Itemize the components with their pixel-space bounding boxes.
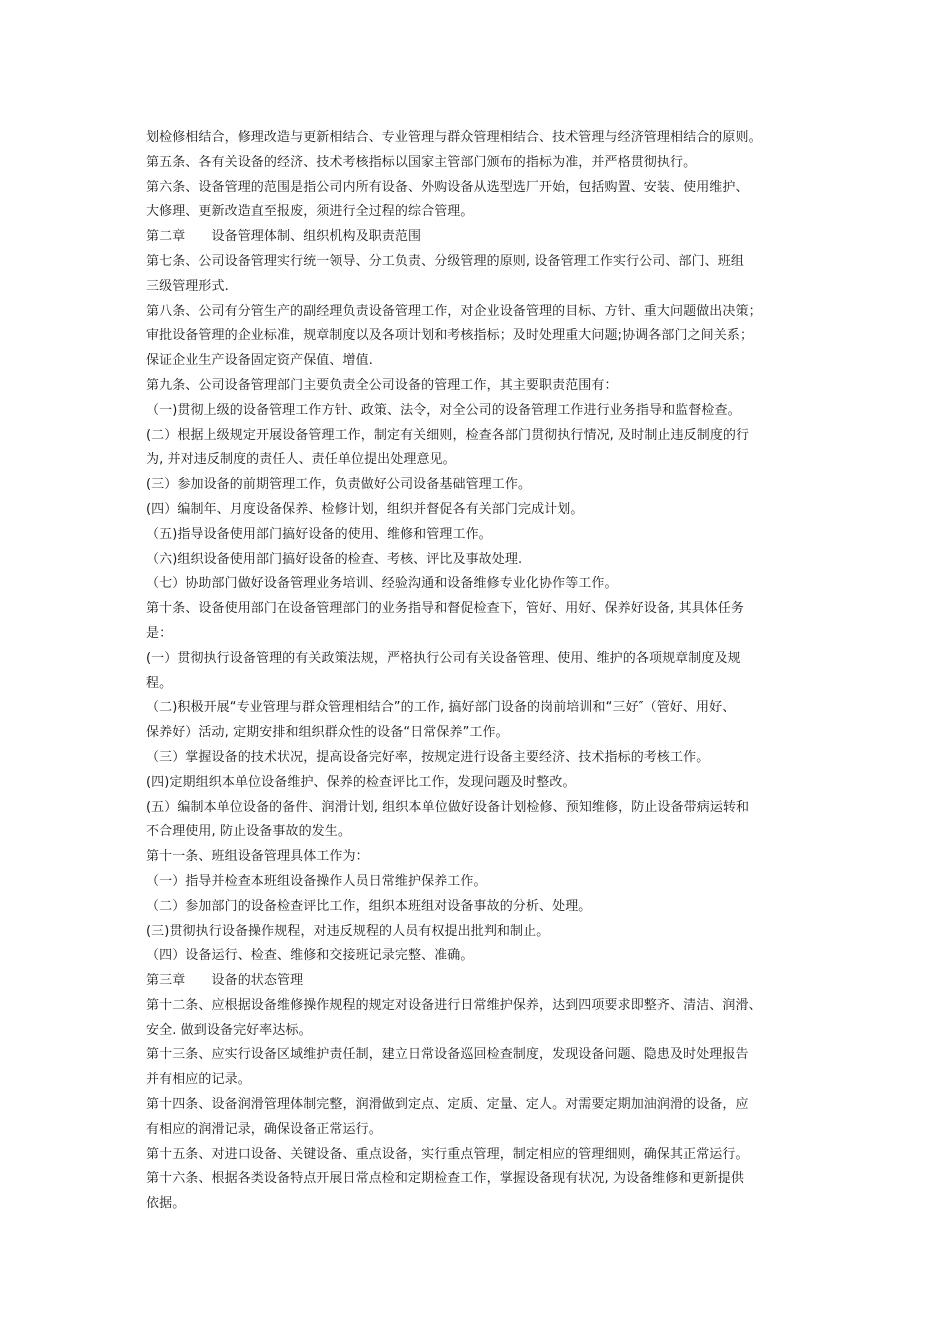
- text-line: 程。: [146, 675, 173, 691]
- text-line: 是：: [146, 625, 173, 641]
- text-line: (一）贯彻执行设备管理的有关政策法规，严格执行公司有关设备管理、使用、维护的各项规章制度及规: [146, 650, 741, 666]
- text-line: （一)贯彻上级的设备管理工作方针、政策、法令，对全公司的设备管理工作进行业务指导和监督检查。: [146, 402, 741, 418]
- text-line: 第十五条、对进口设备、关键设备、重点设备，实行重点管理，制定相应的管理细则，确保其正常运行。: [146, 1146, 749, 1162]
- text-line: (三）参加设备的前期管理工作，负责做好公司设备基础管理工作。: [146, 477, 532, 493]
- text-line: 第六条、设备管理的范围是指公司内所有设备、外购设备从选型选厂开始，包括购置、安装、使用维护、: [146, 179, 749, 195]
- text-line: 第八条、公司有分管生产的副经理负责设备管理工作，对企业设备管理的目标、方针、重大问题做出决策；: [146, 303, 762, 319]
- text-line: 第七条、公司设备管理实行统一领导、分工负责、分级管理的原则, 设备管理工作实行公司、部门、班组: [146, 253, 744, 269]
- text-line: 第十六条、根据各类设备特点开展日常点检和定期检查工作，掌握设备现有状况, 为设备维修和更新提供: [146, 1171, 744, 1187]
- text-line: 第十四条、设备润滑管理体制完整，润滑做到定点、定质、定量、定人。对需要定期加油润滑的设备，应: [146, 1097, 749, 1113]
- text-line: （四）设备运行、检查、维修和交接班记录完整、准确。: [146, 948, 474, 964]
- document-body: [146, 126, 826, 1217]
- text-line: （五)指导设备使用部门搞好设备的使用、维修和管理工作。: [146, 526, 492, 542]
- text-line: 有相应的润滑记录，确保设备正常运行。: [146, 1121, 382, 1137]
- text-line: 三级管理形式.: [146, 278, 229, 294]
- chapter-heading: 第二章 设备管理体制、组织机构及职责范围: [146, 229, 422, 245]
- text-line: 安全. 做到设备完好率达标。: [146, 1022, 312, 1038]
- text-line: 依据。: [146, 1196, 186, 1212]
- text-line: （二)积极开展“专业管理与群众管理相结合”的工作, 搞好部门设备的岗前培训和“三好″（管好、用好、: [146, 700, 736, 716]
- text-line: （一）指导并检查本班组设备操作人员日常维护保养工作。: [146, 873, 487, 889]
- text-line: （六)组织设备使用部门搞好设备的检查、考核、评比及事故处理.: [146, 551, 523, 567]
- text-line: 第十条、设备使用部门在设备管理部门的业务指导和督促检查下，管好、用好、保养好设备, 其具体任务: [146, 601, 744, 617]
- text-line: 第十二条、应根据设备维修操作规程的规定对设备进行日常维护保养，达到四项要求即整齐、清洁、润滑、: [146, 997, 762, 1013]
- text-line: 划检修相结合，修理改造与更新相结合、专业管理与群众管理相结合、技术管理与经济管理相结合的原则。: [146, 130, 762, 145]
- text-line: 审批设备管理的企业标准，规章制度以及各项计划和考核指标；及时处理重大问题;协调各部门之间关系；: [146, 328, 754, 344]
- text-line: (三)贯彻执行设备操作规程，对违反规程的人员有权提出批判和制止。: [146, 923, 550, 939]
- text-line: 保养好）活动, 定期安排和组织群众性的设备“日常保养”工作。: [146, 725, 509, 741]
- text-line: （三）掌握设备的技术状况，提高设备完好率，按规定进行设备主要经济、技术指标的考核工作。: [146, 749, 710, 765]
- text-line: 第十三条、应实行设备区域维护责任制，建立日常设备巡回检查制度，发现设备问题、隐患及时处理报告: [146, 1047, 749, 1063]
- text-line: （二）参加部门的设备检查评比工作，组织本班组对设备事故的分析、处理。: [146, 898, 592, 914]
- text-line: (二）根据上级规定开展设备管理工作，制定有关细则，检查各部门贯彻执行情况, 及时制止违反制度的行: [146, 427, 750, 443]
- text-line: 第五条、各有关设备的经济、技术考核指标以国家主管部门颁布的指标为准，并严格贯彻执行。: [146, 154, 697, 170]
- text-line: 第九条、公司设备管理部门主要负责全公司设备的管理工作，其主要职责范围有：: [146, 377, 618, 393]
- text-line: 并有相应的记录。: [146, 1072, 251, 1088]
- text-line: 保证企业生产设备固定资产保值、增值.: [146, 353, 373, 369]
- chapter-heading: 第三章 设备的状态管理: [146, 973, 304, 989]
- text-line: 第十一条、班组设备管理具体工作为：: [146, 849, 369, 865]
- text-line: 大修理、更新改造直至报废，须进行全过程的综合管理。: [146, 204, 474, 220]
- text-line: 不合理使用, 防止设备事故的发生。: [146, 824, 351, 840]
- text-line: 为, 并对违反制度的责任人、责任单位提出处理意见。: [146, 452, 456, 468]
- text-line: (四)定期组织本单位设备维护、保养的检查评比工作，发现问题及时整改。: [146, 774, 576, 790]
- text-line: (四）编制年、月度设备保养、检修计划，组织并督促各有关部门完成计划。: [146, 501, 584, 517]
- text-line: (五）编制本单位设备的备件、润滑计划, 组织本单位做好设备计划检修、预知维修，防止设备带病运转和: [146, 799, 750, 815]
- text-line: （七）协助部门做好设备管理业务培训、经验沟通和设备维修专业化协作等工作。: [146, 576, 618, 592]
